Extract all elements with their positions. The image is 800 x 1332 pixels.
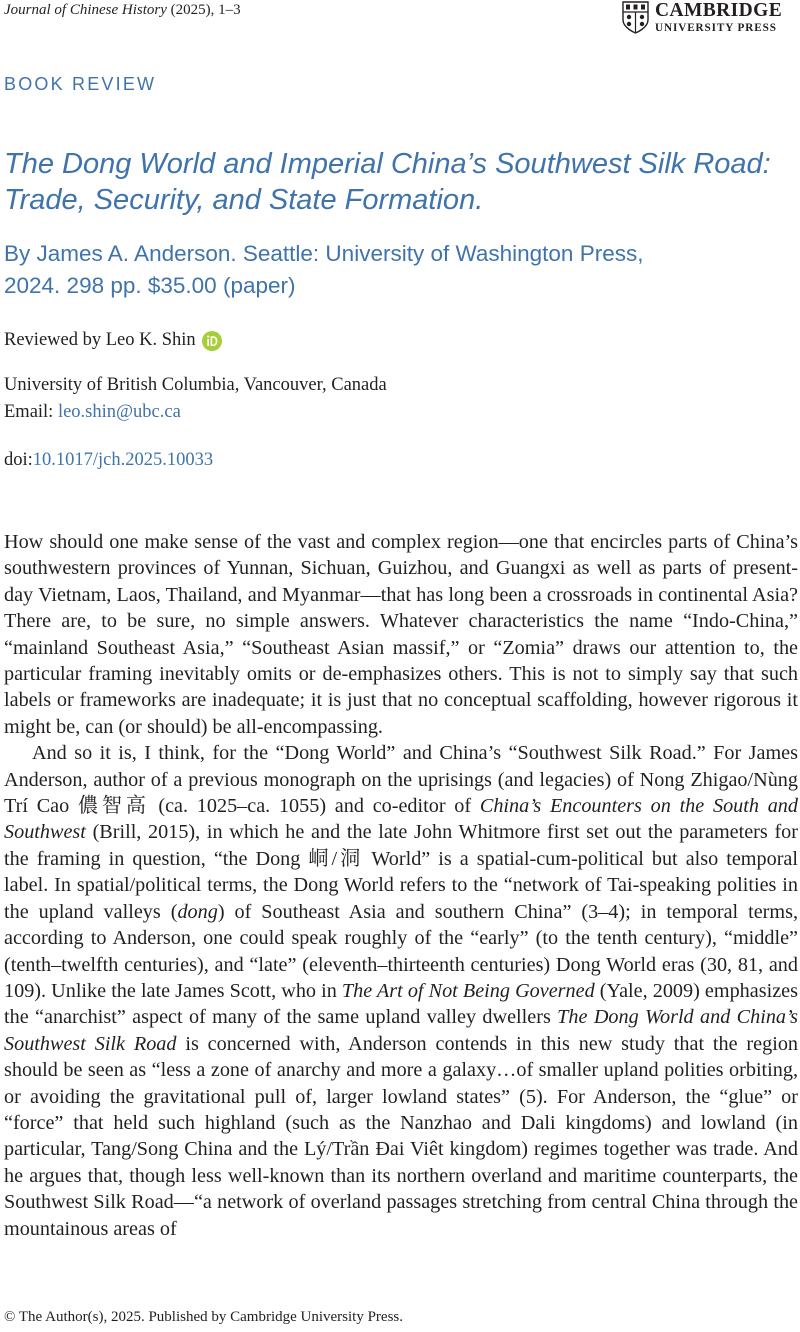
reviewer-line	[4, 330, 222, 351]
publisher-subname: UNIVERSITY PRESS	[655, 21, 777, 34]
paragraph-2-text: (Brill, 2015), in which he and the late John Whitmore first set out the parameters for the framing in question, “the Dong 峒/洞 World” is a spatial-cum-political but also temporal label. In spatial/political terms, the Dong World refers to the “network of Tai-speaking polities in the upland valleys (	[4, 821, 798, 923]
orcid-icon[interactable]	[202, 331, 222, 351]
publisher-name: CAMBRIDGE	[655, 0, 783, 21]
journal-name: Journal of Chinese History	[4, 2, 167, 18]
book-details-line-1: By James A. Anderson. Seattle: University of Washington Press,	[4, 241, 644, 266]
book-title-reference: The Dong World and China’s Southwest Silk Road	[4, 1006, 798, 1055]
title-line-1: The Dong World and Imperial China’s Southwest Silk Road:	[4, 148, 771, 180]
paragraph-2-text: is concerned with, Anderson contends in this new study that the region should be seen as “less a zone of anarchy and more a galaxy…of smaller upland polities orbiting, or avoiding the gravitational pull of, larger lowland states” (5). For Anderson, the “glue” or “force” that held such highland (such as the Nanzhao and Dali kingdoms) and lowland (in particular, Tang/Song China and the Lý/Trần Đai Viêt kingdom) regimes together was trade. And he argues that, though less well-known than its northern overland and maritime counterparts, the Southwest Silk Road—“a network of overland passages stretching from central China through the mountainous areas of	[4, 1032, 799, 1240]
copyright-footer: © The Author(s), 2025. Published by Cambridge University Press.	[4, 1309, 404, 1325]
doi-row	[4, 450, 213, 471]
paragraph-2-text: (Yale, 2009) emphasizes the “anarchist” aspect of many of the same upland valley dwellers	[4, 979, 798, 1029]
email-row	[4, 399, 387, 426]
email-link[interactable]: leo.shin@ubc.ca	[57, 402, 181, 422]
paragraph-1: How should one make sense of the vast and complex region—one that encircles parts of China’s southwestern provinces of Yunnan, Sichuan, Guizhou, and Guangxi as well as parts of present-day Vietnam, Laos, Thailand, and Myanmar—that has long been a crossroads in continental Asia? There are, to be sure, no simple answers. Whatever characteristics the name “Indo-China,” “mainland Southeast Asia,” “Southeast Asian massif,” or “Zomia” draws our attention to, the particular framing inevitably omits or de-emphasizes others. This is not to simply say that such labels or frameworks are inadequate; it is just that no conceptual scaffolding, however rigorous it might be, can (or should) be all-encompassing.	[4, 531, 798, 738]
paragraph-2	[4, 740, 798, 1242]
publisher-logo[interactable]	[622, 1, 782, 34]
article-title	[4, 146, 794, 218]
journal-meta: (2025), 1–3	[166, 2, 241, 18]
doi-label: doi:	[4, 450, 33, 470]
paragraph-2-text: And so it is, I think, for the “Dong World” and China’s “Southwest Silk Road.” For James Anderson, author of a previous monograph on the uprisings (and legacies) of Nong Zhigao/Nùng Trí Cao 儂智高 (ca. 1025–ca. 1055) and co-editor of	[4, 742, 798, 818]
book-details	[4, 238, 794, 302]
affiliation: University of British Columbia, Vancouver, Canada	[4, 375, 387, 395]
paragraph-2-text: ) of Southeast Asia and southern China” (3–4); in temporal terms, according to Anderson, one could speak roughly of the “early” (to the tenth century), “middle” (tenth–twelfth centuries), and “late” (eleventh–thirteenth centuries) Dong World eras (30, 81, and 109). Unlike the late James Scott, who in	[4, 900, 799, 1002]
cambridge-shield-icon	[622, 1, 649, 34]
section-label: BOOK REVIEW	[4, 74, 157, 94]
doi-link[interactable]: 10.1017/jch.2025.10033	[32, 450, 214, 470]
journal-citation	[4, 2, 241, 19]
reviewer-name: Reviewed by Leo K. Shin	[4, 330, 196, 350]
term-italic: dong	[177, 900, 218, 923]
book-details-line-2: 2024. 298 pp. $35.00 (paper)	[4, 273, 296, 298]
affiliation-block	[4, 372, 387, 426]
email-label: Email:	[4, 402, 58, 422]
book-title-reference: China’s Encounters on the South and Southwest	[4, 795, 798, 844]
book-title-reference: The Art of Not Being Governed	[341, 979, 595, 1002]
review-body	[4, 529, 798, 1242]
title-line-2: Trade, Security, and State Formation.	[4, 184, 484, 216]
